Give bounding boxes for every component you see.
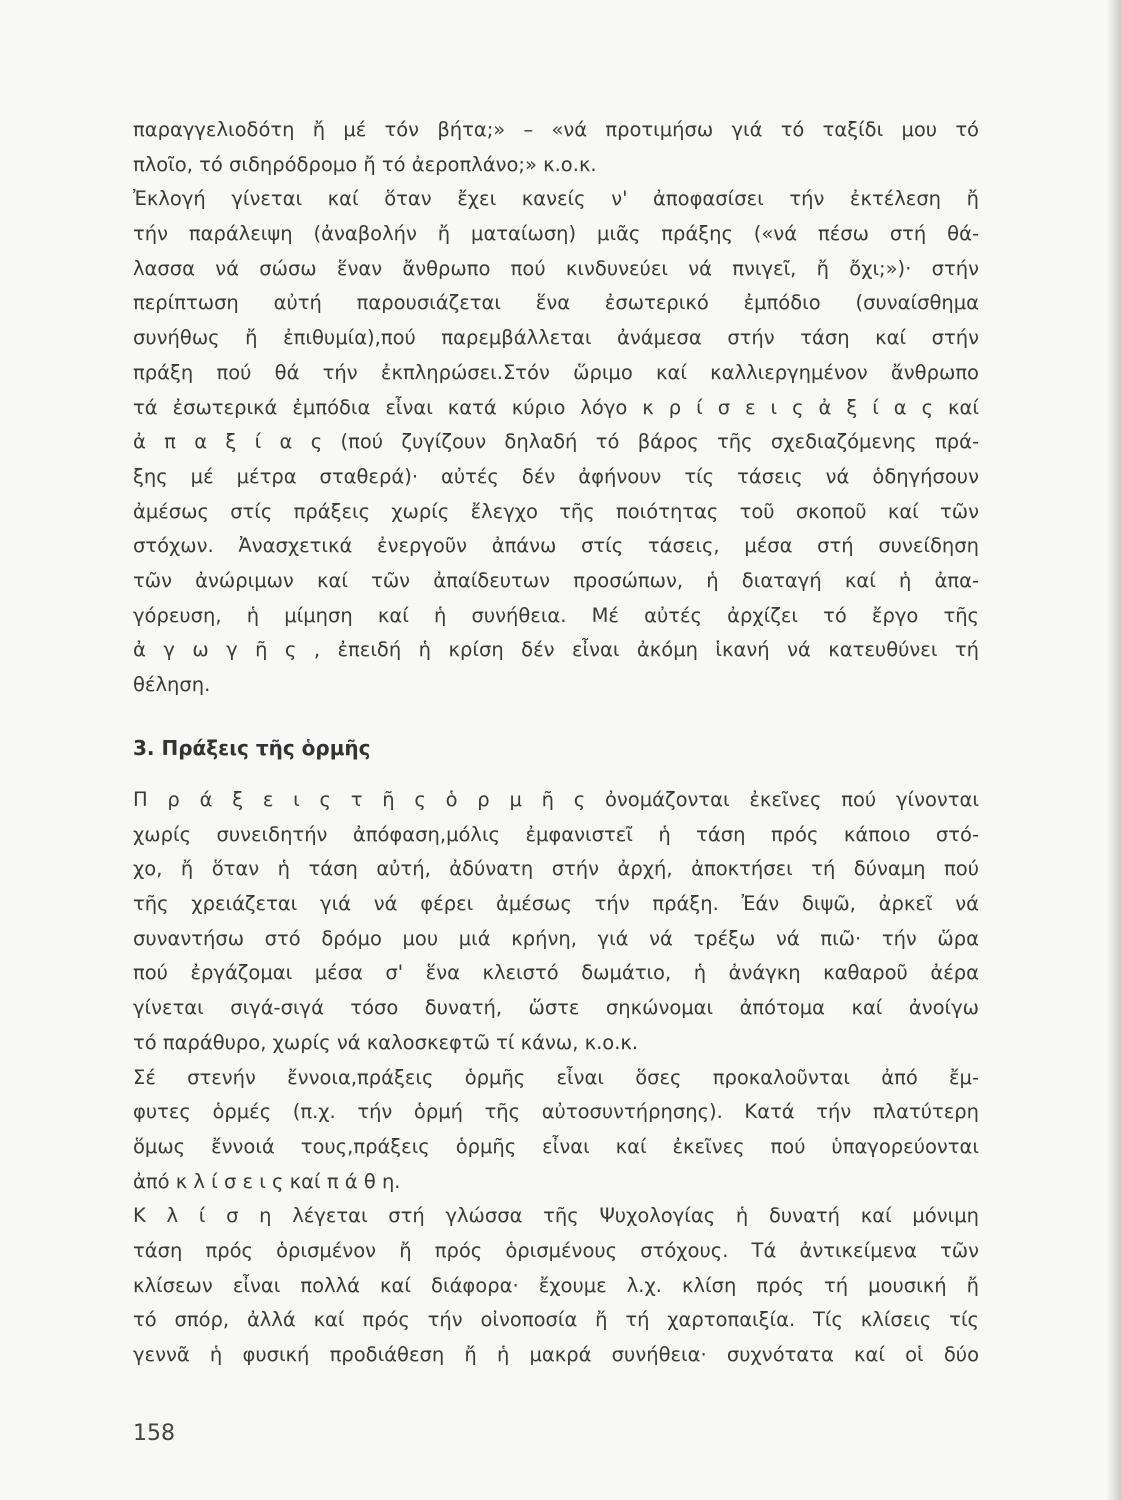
text-line: πράξη πού θά τήν ἐκπληρώσει.Στόν ὥριμο καί καλλιεργημένον ἄνθρωπο (133, 360, 979, 384)
text-line: χο, ἤ ὅταν ἡ τάση αὐτή, ἀδύνατη στήν ἀρχή, ἀποκτήσει τή δύναμη πού (133, 857, 979, 881)
text-line: πού ἐργάζομαι μέσα σ' ἕνα κλειστό δωμάτιο, ἡ ἀνάγκη καθαροῦ ἀέρα (133, 961, 979, 985)
text-line: τάση πρός ὁρισμένον ἤ πρός ὁρισμένους στόχους. Τά ἀντικείμενα τῶν (133, 1238, 979, 1262)
text-line: ἀ γ ω γ ῆ ς , ἐπειδή ἡ κρίση δέν εἶναι ἀκόμη ἱκανή νά κατευθύνει τή (133, 638, 979, 662)
text-line: Π ρ ά ξ ε ι ς τ ῆ ς ὁ ρ μ ῆ ς ὀνομάζονται ἐκεῖνες πού γίνονται (133, 788, 979, 811)
text-line: ἀ π α ξ ί α ς (πού ζυγίζουν δηλαδή τό βάρος τῆς σχεδιαζόμενης πρά- (133, 430, 979, 454)
text-line: τό σπόρ, ἀλλά καί πρός τήν οἰνοποσία ἤ τή χαρτοπαιξία. Τίς κλίσεις τίς (133, 1308, 979, 1332)
text-line: κλίσεων εἶναι πολλά καί διάφορα· ἔχουμε λ.χ. κλίση πρός τή μουσική ἤ (133, 1273, 979, 1297)
text-line: χωρίς συνειδητήν ἀπόφαση,μόλις ἐμφανιστεῖ ἡ τάση πρός κάποιο στό- (133, 822, 979, 846)
text-line: θέληση. (133, 673, 211, 696)
text-line: συναντήσω στό δρόμο μου μιά κρήνη, γιά νά τρέξω νά πιῶ· τήν ὥρα (133, 926, 979, 950)
text-line: γίνεται σιγά-σιγά τόσο δυνατή, ὥστε σηκώνομαι ἀπότομα καί ἀνοίγω (133, 996, 979, 1020)
text-line: Σέ στενήν ἔννοια,πράξεις ὁρμῆς εἶναι ὅσες προκαλοῦνται ἀπό ἔμ- (133, 1065, 979, 1089)
text-line: περίπτωση αὐτή παρουσιάζεται ἕνα ἐσωτερικό ἐμπόδιο (συναίσθημα (133, 291, 979, 315)
text-line: Κ λ ί σ η λέγεται στή γλώσσα τῆς Ψυχολογίας ἡ δυνατή καί μόνιμη (133, 1204, 979, 1228)
text-line: πλοῖο, τό σιδηρόδρομο ἤ τό ἀεροπλάνο;» κ.ο.κ. (133, 152, 597, 176)
section-heading: 3. Πράξεις τῆς ὁρμῆς (133, 736, 371, 760)
page-edge-shadow (1107, 0, 1121, 1500)
text-line: τήν παράλειψη (ἀναβολήν ἤ ματαίωση) μιᾶς πράξης («νά πέσω στή θά- (133, 222, 979, 246)
text-line: ἀπό κ λ ί σ ε ι ς καί π ά θ η. (133, 1169, 401, 1193)
text-line: τό παράθυρο, χωρίς νά καλοσκεφτῶ τί κάνω, κ.ο.κ. (133, 1030, 639, 1054)
text-line: ξης μέ μέτρα σταθερά)· αὐτές δέν ἀφήνουν τίς τάσεις νά ὁδηγήσουν (133, 464, 979, 488)
text-line: τῶν ἀνώριμων καί τῶν ἀπαίδευτων προσώπων, ἡ διαταγή καί ἡ ἀπα- (133, 568, 979, 592)
text-line: ἀμέσως στίς πράξεις χωρίς ἔλεγχο τῆς ποιότητας τοῦ σκοποῦ καί τῶν (133, 499, 979, 523)
text-line: τά ἐσωτερικά ἐμπόδια εἶναι κατά κύριο λόγο κ ρ ί σ ε ι ς ἀ ξ ί α ς καί (133, 395, 979, 419)
text-line: τῆς χρειάζεται γιά νά φέρει ἀμέσως τήν πράξη. Ἐάν διψῶ, ἀρκεῖ νά (133, 892, 979, 916)
text-line: Ἐκλογή γίνεται καί ὅταν ἔχει κανείς ν' ἀποφασίσει τήν ἐκτέλεση ἤ (133, 187, 979, 211)
text-line: λασσα νά σώσω ἕναν ἄνθρωπο πού κινδυνεύει νά πνιγεῖ, ἤ ὄχι;»)· στήν (133, 256, 979, 280)
text-line: γεννᾶ ἡ φυσική προδιάθεση ἤ ἡ μακρά συνήθεια· συχνότατα καί οἱ δύο (133, 1343, 979, 1366)
paragraph-block-choice (133, 113, 979, 703)
text-line: ὅμως ἔννοιά τους,πράξεις ὁρμῆς εἶναι καί ἐκεῖνες πού ὑπαγορεύονται (133, 1134, 979, 1158)
text-line: παραγγελιοδότη ἤ μέ τόν βήτα;» – «νά προτιμήσω γιά τό ταξίδι μου τό (133, 118, 979, 141)
text-line: συνήθως ἤ ἐπιθυμία),πού παρεμβάλλεται ἀνάμεσα στήν τάση καί στήν (133, 326, 979, 350)
text-line: στόχων. Ἀνασχετικά ἐνεργοῦν ἀπάνω στίς τάσεις, μέσα στή συνείδηση (133, 534, 979, 558)
text-line: φυτες ὁρμές (π.χ. τήν ὁρμή τῆς αὐτοσυντήρησης). Κατά τήν πλατύτερη (133, 1100, 979, 1124)
text-line: γόρευση, ἡ μίμηση καί ἡ συνήθεια. Μέ αὐτές ἀρχίζει τό ἔργο τῆς (133, 603, 979, 627)
paragraph-block-impulse-acts (133, 783, 979, 1373)
page-number: 158 (133, 1421, 175, 1446)
